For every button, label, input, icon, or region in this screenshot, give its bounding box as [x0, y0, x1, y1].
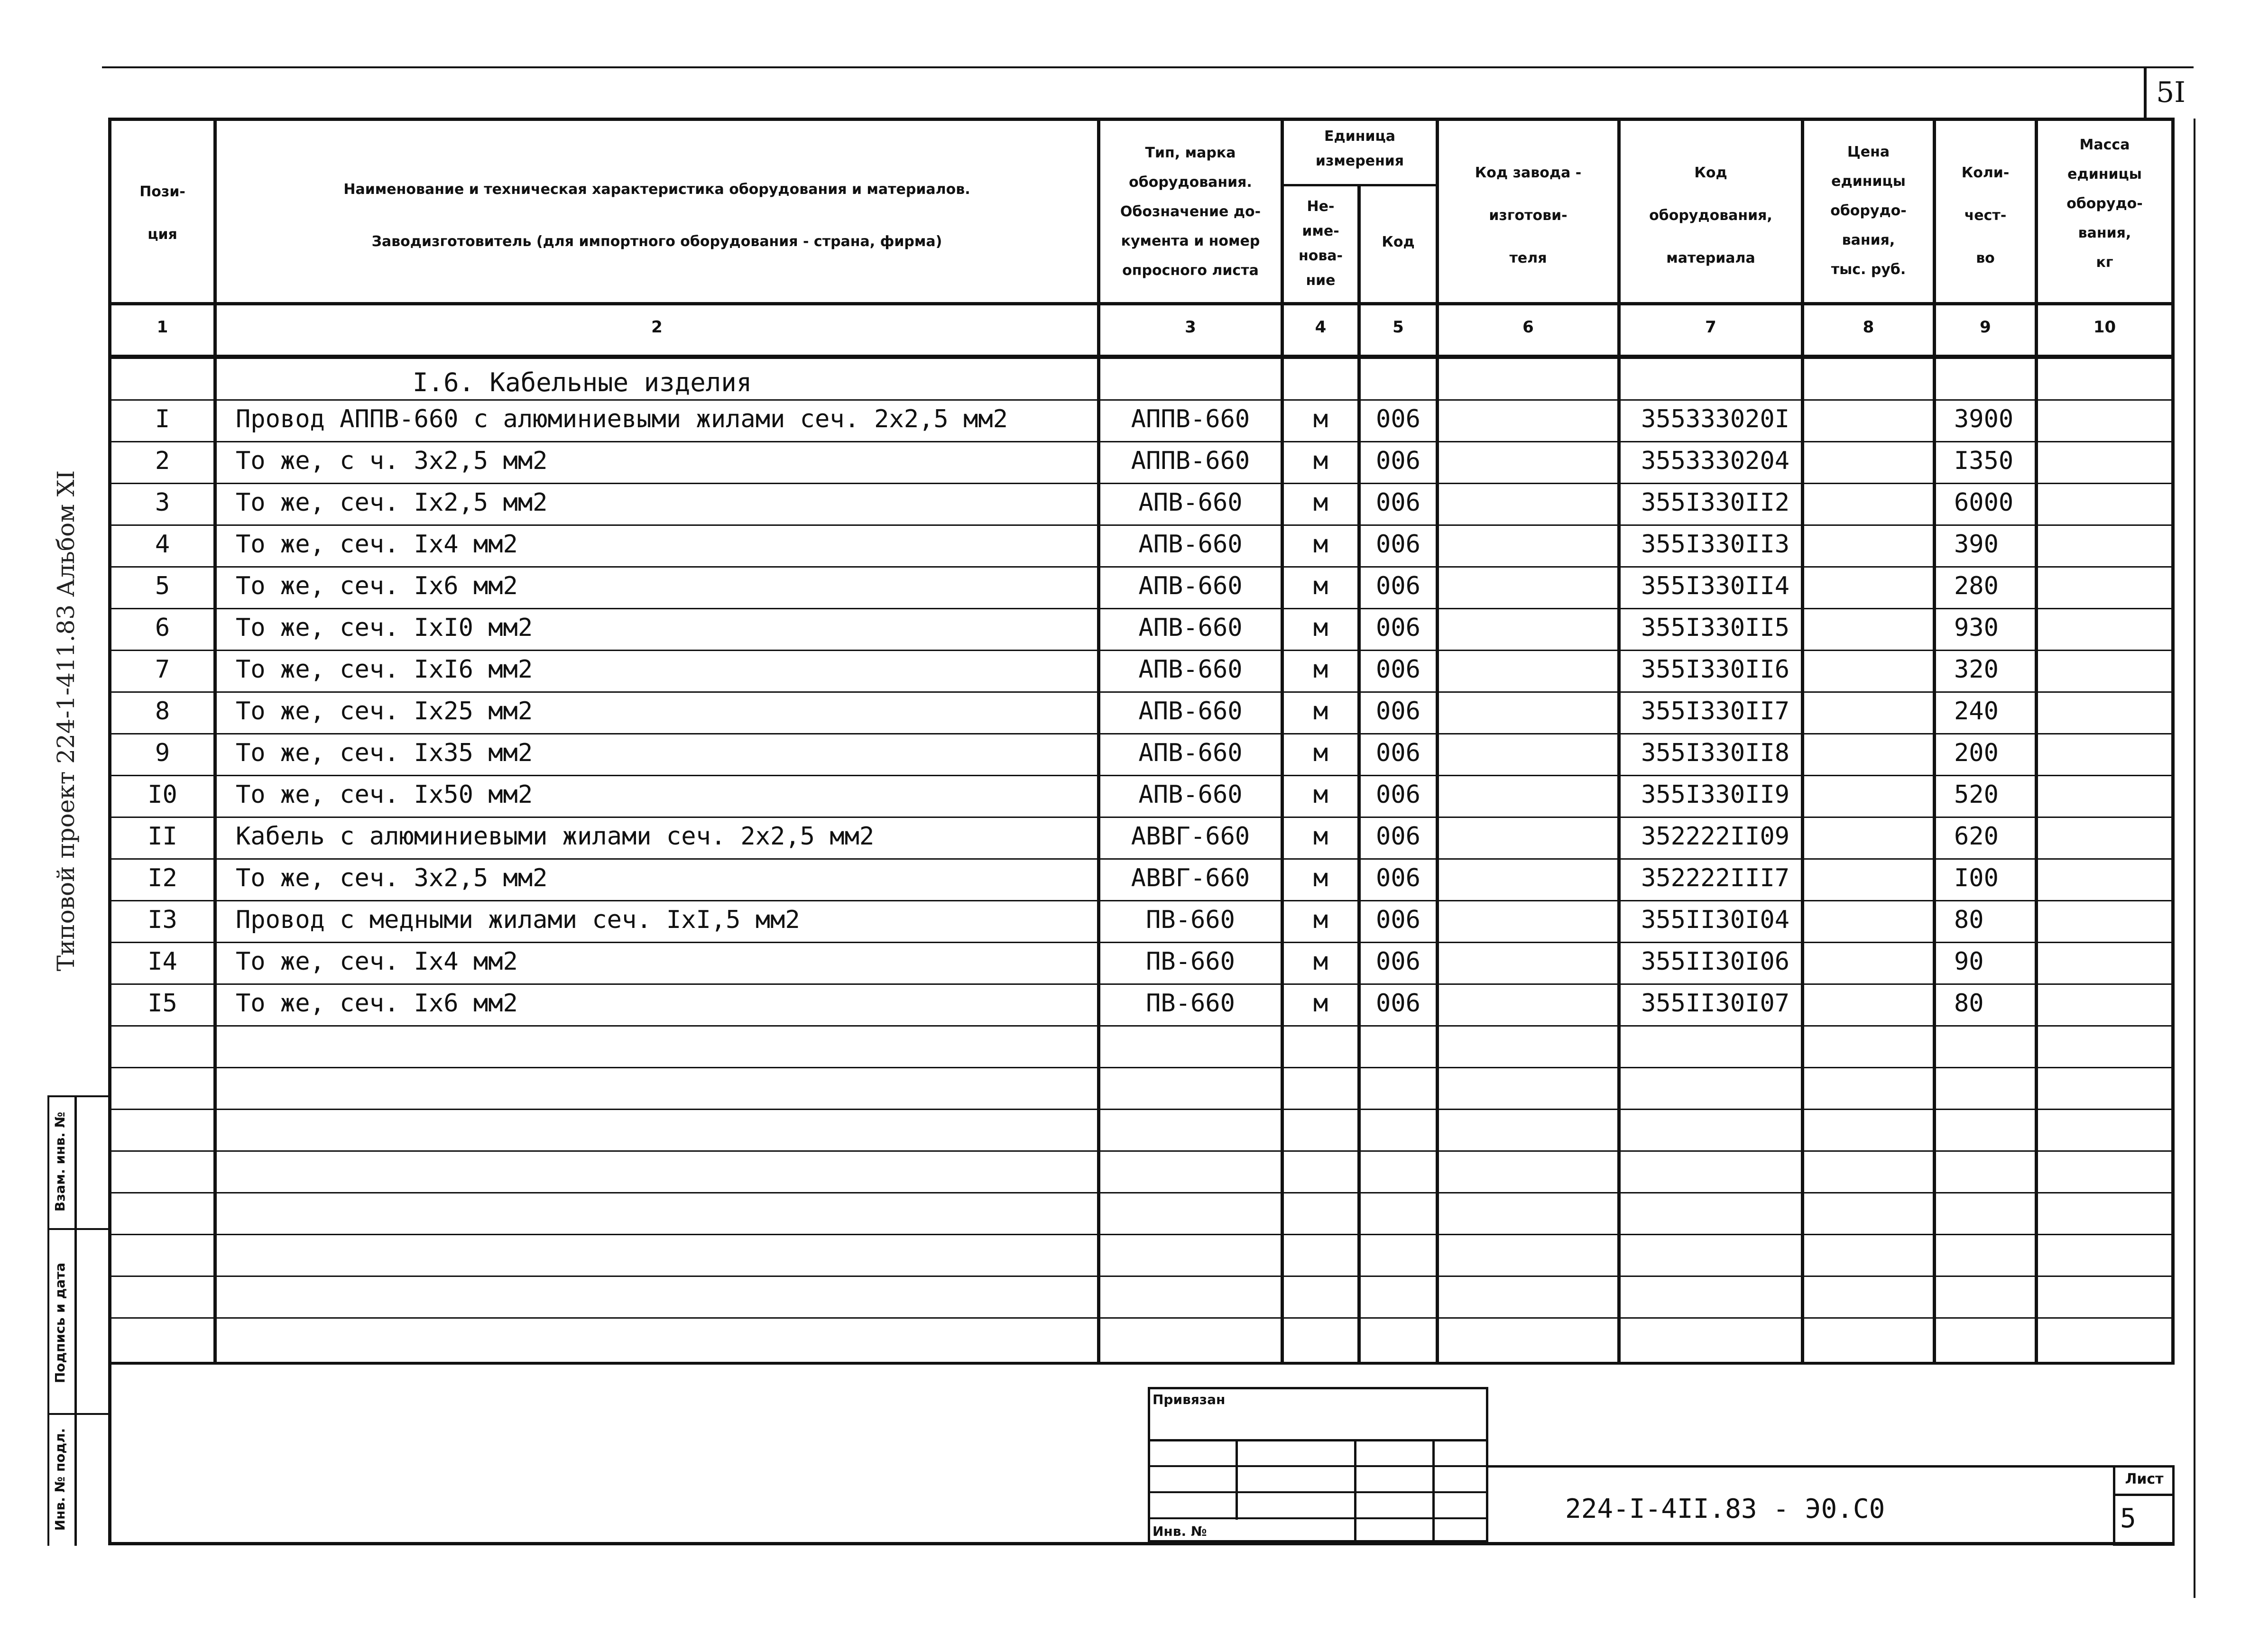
cell-name: То же, сеч. Iх2,5 мм2 — [236, 488, 548, 517]
cell-position: 8 — [155, 697, 170, 725]
cell-qty: 80 — [1954, 989, 1984, 1018]
row-grid-line — [111, 441, 2171, 442]
colnum-10: 10 — [2093, 318, 2116, 337]
col-line-8 — [1933, 118, 1936, 1365]
cell-type: АПВ-660 — [1138, 530, 1243, 559]
colnum-4: 4 — [1315, 318, 1327, 337]
right-margin-line — [2194, 119, 2195, 1598]
cell-position: I4 — [148, 947, 177, 976]
cell-qty: 390 — [1954, 530, 1999, 559]
side-box-podpis: Подпись и дата — [52, 1262, 68, 1384]
unit-header-divider — [1281, 184, 1439, 186]
cell-unit: м — [1313, 739, 1328, 767]
cell-name: То же, сеч. Iх4 мм2 — [236, 530, 518, 559]
cell-code: 355II30I04 — [1641, 906, 1790, 934]
row-grid-line — [111, 1276, 2171, 1277]
cell-code: 355I330II9 — [1641, 780, 1790, 809]
stamp-col-3 — [1432, 1439, 1435, 1543]
row-grid-line — [111, 1067, 2171, 1068]
side-label: Типовой проект 224-1-411.83 Альбом XI — [52, 470, 80, 972]
row-grid-line — [111, 775, 2171, 776]
cell-qty: 930 — [1954, 614, 1999, 642]
row-grid-line — [111, 817, 2171, 818]
cell-position: I3 — [148, 906, 177, 934]
header-col7: Код оборудования, материала — [1649, 165, 1772, 266]
cell-qty: 620 — [1954, 822, 1999, 851]
cell-position: 7 — [155, 655, 170, 684]
table-bottom-border — [109, 1362, 2175, 1365]
cell-unit-code: 006 — [1376, 947, 1420, 976]
row-grid-line — [111, 858, 2171, 860]
stamp-inv-label: Инв. № — [1153, 1524, 1207, 1539]
side-stamp-top — [47, 1095, 111, 1097]
cell-position: 5 — [155, 572, 170, 600]
cell-qty: 320 — [1954, 655, 1999, 684]
side-stamp-div1 — [47, 1228, 111, 1230]
stamp-doc-top-line — [1488, 1465, 2171, 1468]
cell-unit-code: 006 — [1376, 906, 1420, 934]
cell-unit-code: 006 — [1376, 614, 1420, 642]
header-col4: Не- име- нова- ние — [1298, 198, 1343, 289]
cell-code: 355I330II7 — [1641, 697, 1790, 725]
cell-qty: 200 — [1954, 739, 1999, 767]
cell-position: 3 — [155, 488, 170, 517]
colnum-1: 1 — [157, 318, 168, 337]
cell-qty: 3900 — [1954, 405, 2014, 433]
row-grid-line — [111, 399, 2171, 401]
row-grid-line — [111, 1025, 2171, 1027]
cell-type: АПВ-660 — [1138, 697, 1243, 725]
colnum-9: 9 — [1980, 318, 1991, 337]
cell-name: То же, сеч. Iх35 мм2 — [236, 739, 533, 767]
stamp-col-1 — [1236, 1439, 1238, 1520]
stamp-row-2 — [1148, 1465, 1488, 1467]
cell-unit: м — [1313, 655, 1328, 684]
header-col1: Пози- ция — [139, 184, 185, 243]
header-col10: Масса единицы оборудо- вания, кг — [2066, 137, 2143, 271]
row-grid-line — [111, 1317, 2171, 1319]
row-grid-line — [111, 1234, 2171, 1235]
cell-qty: 280 — [1954, 572, 1999, 600]
header-col2: Наименование и техническая характеристика оборудования и материалов. Заводизготовитель (для импортного оборудования - страна, фирма) — [343, 181, 970, 250]
cell-name: То же, сеч. IхI6 мм2 — [236, 655, 533, 684]
cell-unit-code: 006 — [1376, 864, 1420, 892]
row-grid-line — [111, 942, 2171, 943]
colnum-6: 6 — [1522, 318, 1534, 337]
cell-unit-code: 006 — [1376, 405, 1420, 433]
cell-unit-code: 006 — [1376, 530, 1420, 559]
cell-unit: м — [1313, 780, 1328, 809]
cell-name: То же, сеч. Iх6 мм2 — [236, 989, 518, 1018]
cell-qty: I00 — [1954, 864, 1999, 892]
stamp-col-2 — [1354, 1439, 1356, 1543]
side-box-vzam: Взам. инв. № — [52, 1111, 68, 1212]
header-col6: Код завода - изготови- теля — [1475, 165, 1582, 266]
cell-unit: м — [1313, 947, 1328, 976]
header-col9: Коли- чест- во — [1961, 165, 2010, 266]
cell-unit: м — [1313, 447, 1328, 475]
header-bottom-border — [109, 302, 2175, 305]
col-line-6 — [1617, 118, 1621, 1365]
row-grid-line — [111, 691, 2171, 693]
cell-code: 355I330II3 — [1641, 530, 1790, 559]
cell-unit: м — [1313, 488, 1328, 517]
header-col8: Цена единицы оборудо- вания, тыс. руб. — [1830, 144, 1907, 278]
cell-qty: 80 — [1954, 906, 1984, 934]
cell-unit-code: 006 — [1376, 572, 1420, 600]
cell-unit-code: 006 — [1376, 989, 1420, 1018]
stamp-privyazan-divider — [1148, 1439, 1488, 1441]
cell-name: То же, сеч. Iх50 мм2 — [236, 780, 533, 809]
row-grid-line — [111, 733, 2171, 734]
cell-name: Кабель с алюминиевыми жилами сеч. 2х2,5 мм2 — [236, 822, 875, 851]
page-number: 5I — [2156, 76, 2186, 109]
col-line-7 — [1801, 118, 1804, 1365]
col-line-1 — [213, 118, 217, 1365]
cell-name: Провод АППВ-660 с алюминиевыми жилами сеч. 2х2,5 мм2 — [236, 405, 1008, 433]
stamp-privyazan-label: Привязан — [1153, 1392, 1226, 1407]
cell-type: АПВ-660 — [1138, 655, 1243, 684]
row-grid-line — [111, 900, 2171, 901]
cell-unit-code: 006 — [1376, 822, 1420, 851]
cell-code: 355I330II8 — [1641, 739, 1790, 767]
row-grid-line — [111, 983, 2171, 985]
section-title: I.6. Кабельные изделия — [413, 367, 752, 397]
top-rule — [102, 66, 2194, 68]
cell-type: АПВ-660 — [1138, 780, 1243, 809]
row-grid-line — [111, 608, 2171, 609]
stamp-sheet-divider — [2113, 1494, 2175, 1496]
cell-code: 352222II09 — [1641, 822, 1790, 851]
cell-position: 6 — [155, 614, 170, 642]
colnum-8: 8 — [1863, 318, 1874, 337]
cell-code: 3553330204 — [1641, 447, 1790, 475]
col-line-3 — [1281, 118, 1284, 1365]
cell-unit: м — [1313, 614, 1328, 642]
row-grid-line — [111, 524, 2171, 526]
cell-position: II — [148, 822, 177, 851]
colnum-5: 5 — [1393, 318, 1404, 337]
header-unit: Единица измерения — [1315, 128, 1404, 169]
cell-type: АППВ-660 — [1131, 405, 1250, 433]
cell-qty: 90 — [1954, 947, 1984, 976]
cell-type: АПВ-660 — [1138, 614, 1243, 642]
col-line-5 — [1436, 118, 1439, 1365]
cell-code: 352222III7 — [1641, 864, 1790, 892]
cell-code: 355I330II5 — [1641, 614, 1790, 642]
cell-type: АПВ-660 — [1138, 572, 1243, 600]
side-stamp-div2 — [47, 1413, 111, 1415]
frame-right-border — [2171, 118, 2175, 1365]
cell-type: АВВГ-660 — [1131, 822, 1250, 851]
cell-name: То же, с ч. 3х2,5 мм2 — [236, 447, 548, 475]
stamp-row-4 — [1148, 1517, 1488, 1519]
stamp-row-3 — [1148, 1491, 1488, 1493]
cell-name: Провод с медными жилами сеч. IхI,5 мм2 — [236, 906, 800, 934]
colnum-2: 2 — [651, 318, 663, 337]
row-grid-line — [111, 358, 2171, 359]
cell-code: 355II30I07 — [1641, 989, 1790, 1018]
cell-name: То же, сеч. Iх4 мм2 — [236, 947, 518, 976]
cell-position: I2 — [148, 864, 177, 892]
cell-code: 355I330II2 — [1641, 488, 1790, 517]
cell-qty: 520 — [1954, 780, 1999, 809]
cell-name: То же, сеч. Iх6 мм2 — [236, 572, 518, 600]
cell-position: I0 — [148, 780, 177, 809]
cell-type: АПВ-660 — [1138, 488, 1243, 517]
cell-qty: 6000 — [1954, 488, 2014, 517]
cell-name: То же, сеч. IхI0 мм2 — [236, 614, 533, 642]
cell-unit: м — [1313, 405, 1328, 433]
cell-unit: м — [1313, 822, 1328, 851]
row-grid-line — [111, 1192, 2171, 1193]
cell-type: ПВ-660 — [1146, 947, 1235, 976]
cell-unit: м — [1313, 572, 1328, 600]
cell-unit-code: 006 — [1376, 739, 1420, 767]
cell-unit: м — [1313, 697, 1328, 725]
cell-position: I — [155, 405, 170, 433]
colnum-7: 7 — [1705, 318, 1716, 337]
cell-type: ПВ-660 — [1146, 989, 1235, 1018]
cell-type: АПВ-660 — [1138, 739, 1243, 767]
col-line-2 — [1097, 118, 1100, 1365]
col-line-9 — [2035, 118, 2038, 1365]
cell-unit: м — [1313, 906, 1328, 934]
cell-unit: м — [1313, 989, 1328, 1018]
cell-code: 355333020I — [1641, 405, 1790, 433]
row-grid-line — [111, 1150, 2171, 1152]
cell-unit-code: 006 — [1376, 447, 1420, 475]
frame-left-border — [108, 118, 111, 1545]
cell-code: 355I330II4 — [1641, 572, 1790, 600]
cell-type: ПВ-660 — [1146, 906, 1235, 934]
cell-unit-code: 006 — [1376, 488, 1420, 517]
cell-unit-code: 006 — [1376, 697, 1420, 725]
side-box-inv: Инв. № подл. — [52, 1428, 68, 1531]
row-grid-line — [111, 483, 2171, 484]
header-col5: Код — [1382, 234, 1415, 250]
cell-unit-code: 006 — [1376, 655, 1420, 684]
row-grid-line — [111, 650, 2171, 651]
frame-bottom-border — [109, 1542, 2175, 1545]
stamp-sheet-number: 5 — [2120, 1503, 2136, 1534]
row-grid-line — [111, 566, 2171, 568]
header-col3: Тип, марка оборудования. Обозначение до- кумента и номер опросного листа — [1120, 145, 1261, 279]
stamp-sheet-label: Лист — [2125, 1471, 2164, 1487]
side-stamp-left-line — [47, 1095, 49, 1546]
colnum-3: 3 — [1185, 318, 1196, 337]
cell-code: 355II30I06 — [1641, 947, 1790, 976]
table-top-border — [109, 118, 2175, 121]
cell-position: 4 — [155, 530, 170, 559]
cell-position: 9 — [155, 739, 170, 767]
cell-unit: м — [1313, 530, 1328, 559]
cell-qty: 240 — [1954, 697, 1999, 725]
cell-type: АВВГ-660 — [1131, 864, 1250, 892]
cell-unit-code: 006 — [1376, 780, 1420, 809]
cell-qty: I350 — [1954, 447, 2014, 475]
page-number-box-left — [2144, 66, 2147, 119]
cell-name: То же, сеч. Iх25 мм2 — [236, 697, 533, 725]
cell-name: То же, сеч. 3х2,5 мм2 — [236, 864, 548, 892]
cell-type: АППВ-660 — [1131, 447, 1250, 475]
row-grid-line — [111, 1109, 2171, 1110]
cell-position: 2 — [155, 447, 170, 475]
cell-unit: м — [1313, 864, 1328, 892]
cell-position: I5 — [148, 989, 177, 1018]
side-stamp-inner-line — [74, 1095, 77, 1546]
stamp-doc-code: 224-I-4II.83 - Э0.С0 — [1565, 1494, 1885, 1524]
cell-code: 355I330II6 — [1641, 655, 1790, 684]
